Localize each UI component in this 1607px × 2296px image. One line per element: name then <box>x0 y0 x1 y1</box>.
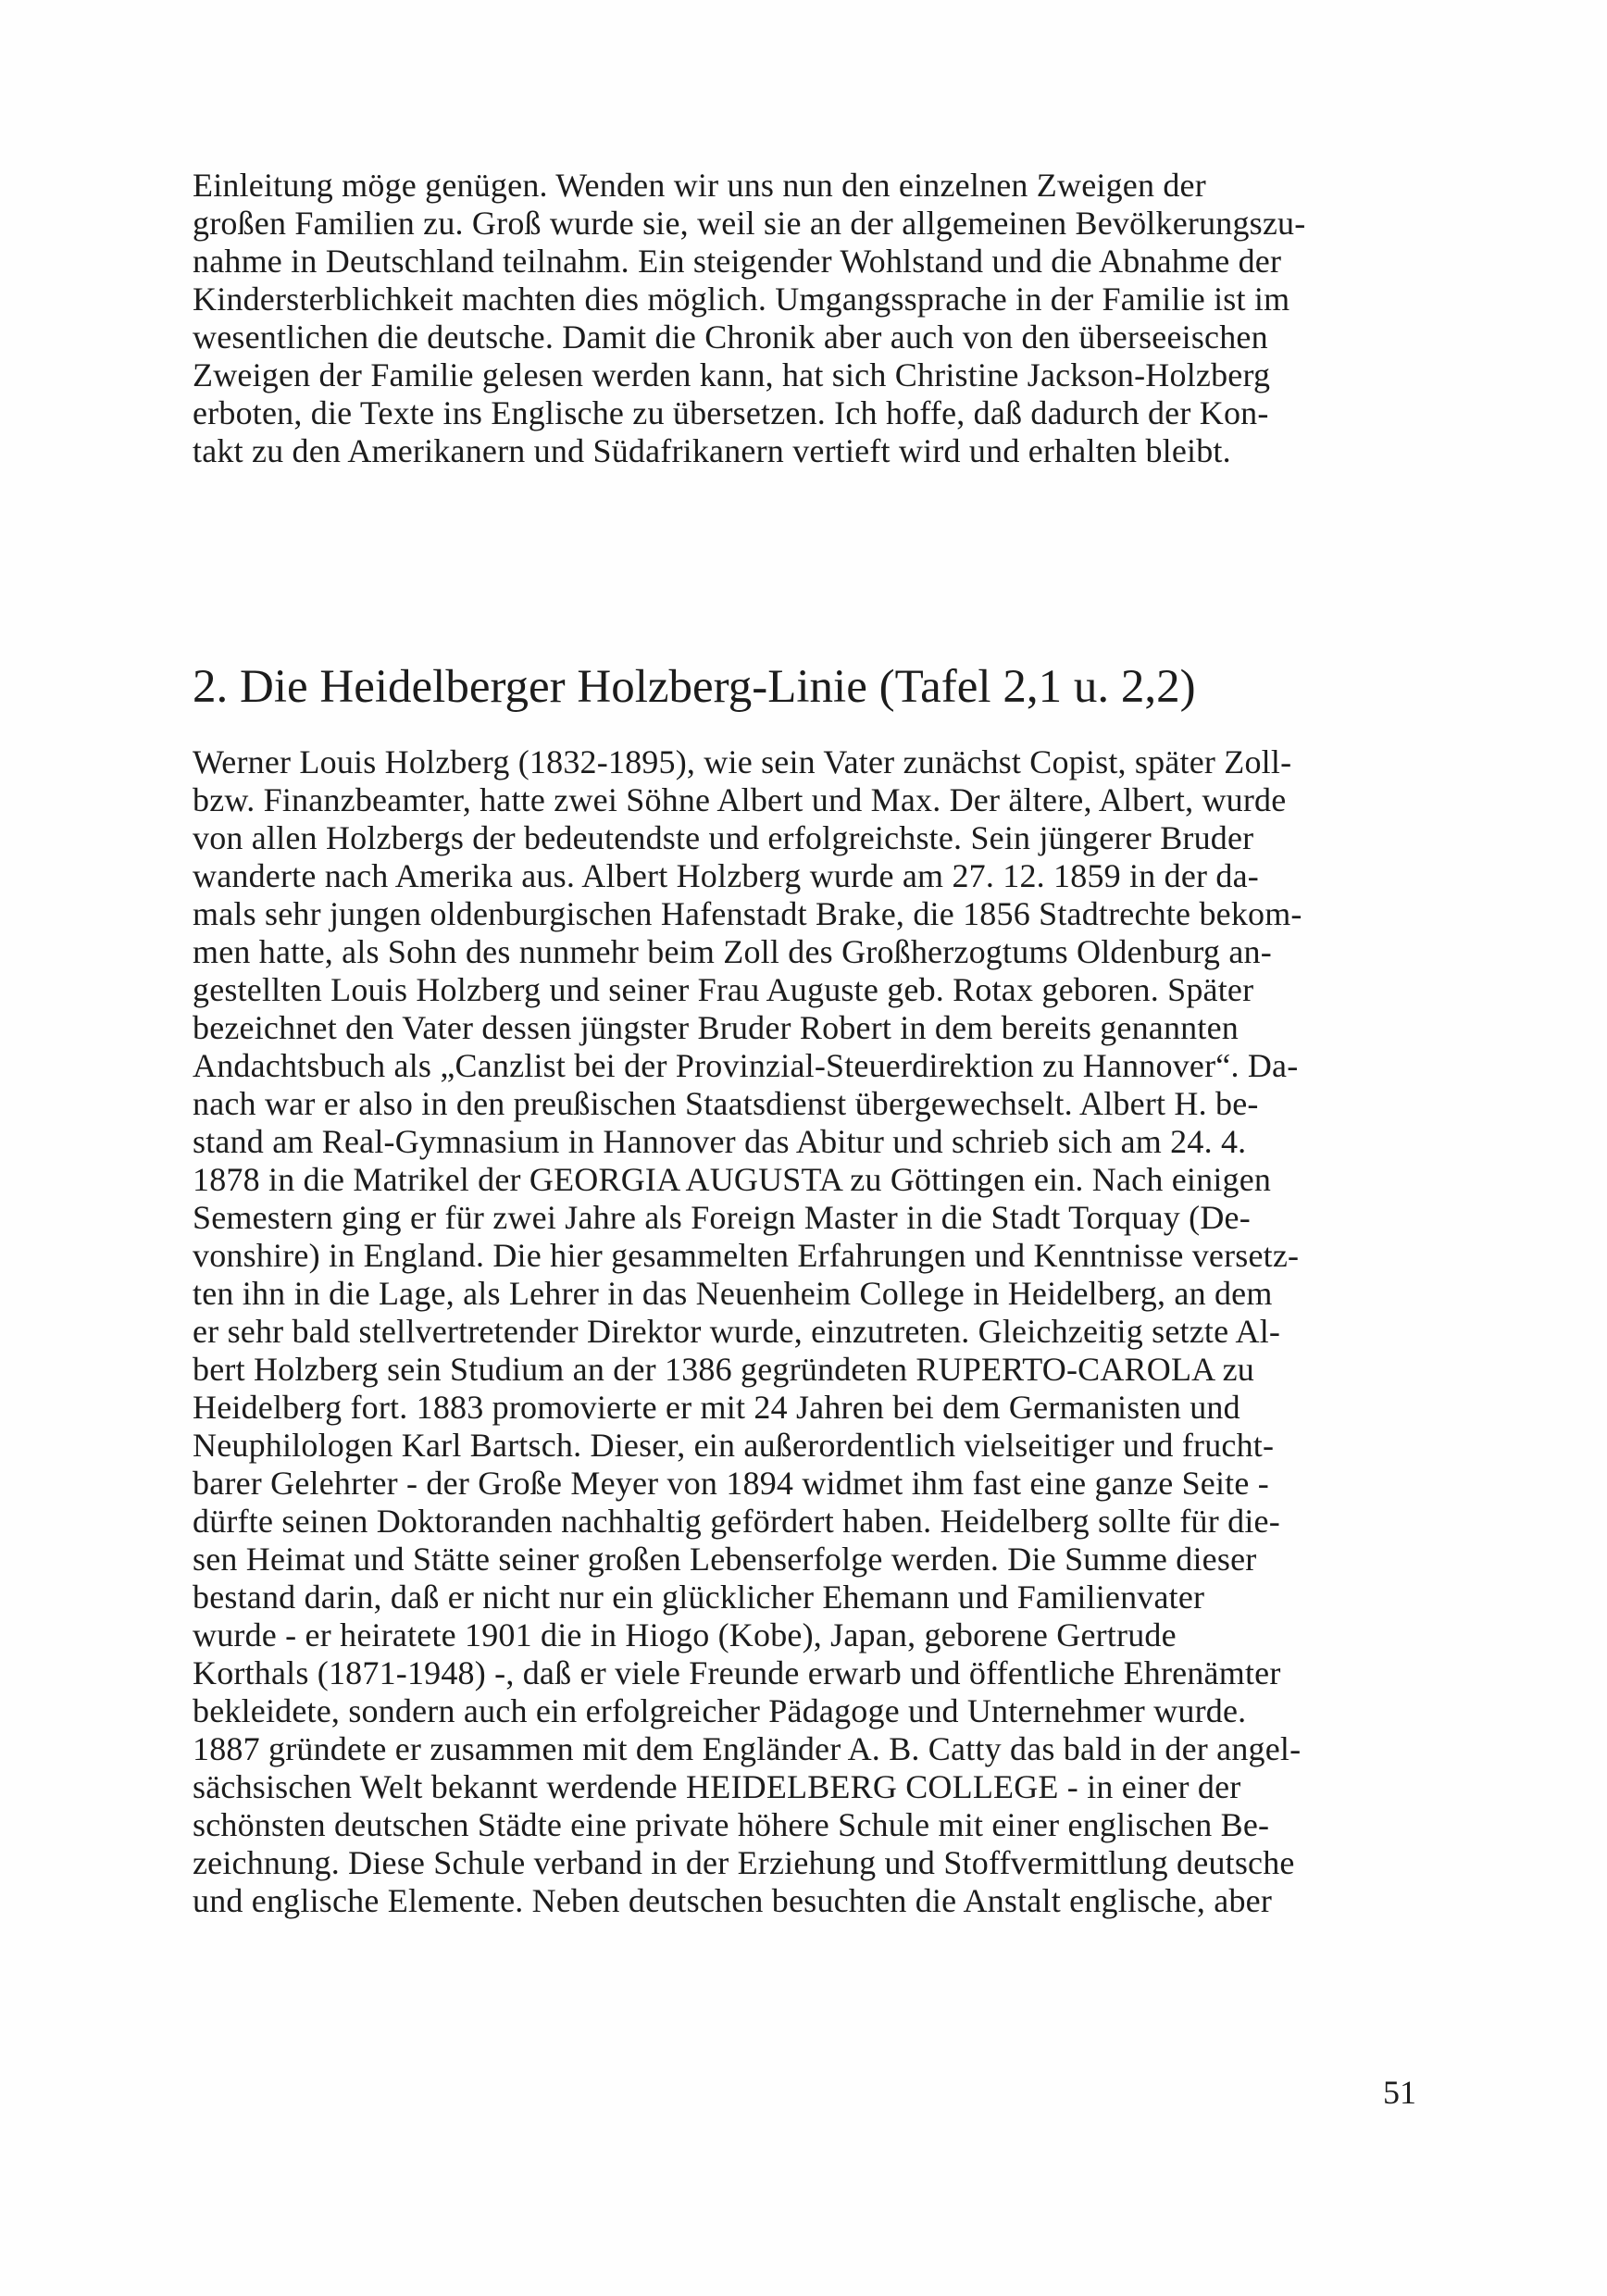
text-line: Zweigen der Familie gelesen werden kann, hat sich Christine Jackson-Holzberg <box>193 356 1271 393</box>
text-line: bestand darin, daß er nicht nur ein glücklicher Ehemann und Familienvater <box>193 1578 1205 1616</box>
text-line: und englische Elemente. Neben deutschen besuchten die Anstalt englische, aber <box>193 1882 1273 1919</box>
text-line: wesentlichen die deutsche. Damit die Chronik aber auch von den überseeischen <box>193 318 1268 356</box>
text-line: gestellten Louis Holzberg und seiner Frau Auguste geb. Rotax geboren. Später <box>193 971 1254 1008</box>
text-line: Heidelberg fort. 1883 promovierte er mit 24 Jahren bei dem Germanisten und <box>193 1389 1240 1426</box>
text-line: Korthals (1871-1948) -, daß er viele Freunde erwarb und öffentliche Ehrenämter <box>193 1654 1281 1691</box>
text-line: Semestern ging er für zwei Jahre als Foreign Master in die Stadt Torquay (De- <box>193 1199 1251 1236</box>
text-line: Werner Louis Holzberg (1832-1895), wie sein Vater zunächst Copist, später Zoll- <box>193 743 1292 780</box>
text-line: nahme in Deutschland teilnahm. Ein steigender Wohlstand und die Abnahme der <box>193 243 1282 280</box>
text-line: sen Heimat und Stätte seiner großen Lebenserfolge werden. Die Summe dieser <box>193 1541 1257 1578</box>
text-line: takt zu den Amerikanern und Südafrikanern vertieft wird und erhalten bleibt. <box>193 432 1231 469</box>
text-line: schönsten deutschen Städte eine private höhere Schule mit einer englischen Be- <box>193 1806 1270 1843</box>
text-line: ten ihn in die Lage, als Lehrer in das Neuenheim College in Heidelberg, an dem <box>193 1275 1273 1312</box>
text-line: Andachtsbuch als „Canzlist bei der Provinzial-Steuerdirektion zu Hannover“. Da- <box>193 1047 1299 1084</box>
text-line: mals sehr jungen oldenburgischen Hafenstadt Brake, die 1856 Stadtrechte bekom- <box>193 895 1302 932</box>
text-line: bert Holzberg sein Studium an der 1386 gegründeten RUPERTO-CAROLA zu <box>193 1351 1254 1388</box>
text-line: Kindersterblichkeit machten dies möglich. Umgangssprache in der Familie ist im <box>193 281 1290 318</box>
text-line: großen Familien zu. Groß wurde sie, weil sie an der allgemeinen Bevölkerungszu- <box>193 205 1306 242</box>
text-line: zeichnung. Diese Schule verband in der Erziehung und Stoffvermittlung deutsche <box>193 1844 1295 1881</box>
text-line: 1878 in die Matrikel der GEORGIA AUGUSTA zu Göttingen ein. Nach einigen <box>193 1161 1272 1198</box>
text-line: bezeichnet den Vater dessen jüngster Bruder Robert in dem bereits genannten <box>193 1009 1239 1046</box>
text-line: stand am Real-Gymnasium in Hannover das Abitur und schrieb sich am 24. 4. <box>193 1123 1247 1160</box>
text-line: dürfte seinen Doktoranden nachhaltig gefördert haben. Heidelberg sollte für die- <box>193 1503 1280 1540</box>
text-line: er sehr bald stellvertretender Direktor wurde, einzutreten. Gleichzeitig setzte Al- <box>193 1313 1281 1350</box>
section-heading: 2. Die Heidelberger Holzberg-Linie (Tafel 2,1 u. 2,2) <box>193 661 1196 713</box>
text-line: bzw. Finanzbeamter, hatte zwei Söhne Albert und Max. Der ältere, Albert, wurde <box>193 781 1287 818</box>
text-line: bekleidete, sondern auch ein erfolgreicher Pädagoge und Unternehmer wurde. <box>193 1692 1247 1729</box>
text-line: sächsischen Welt bekannt werdende HEIDELBERG COLLEGE - in einer der <box>193 1768 1241 1805</box>
text-line: nach war er also in den preußischen Staatsdienst übergewechselt. Albert H. be- <box>193 1085 1259 1122</box>
text-line: Einleitung möge genügen. Wenden wir uns nun den einzelnen Zweigen der <box>193 167 1206 204</box>
text-line: Neuphilologen Karl Bartsch. Dieser, ein außerordentlich vielseitiger und frucht- <box>193 1427 1275 1464</box>
text-line: erboten, die Texte ins Englische zu übersetzen. Ich hoffe, daß dadurch der Kon- <box>193 394 1269 431</box>
text-line: men hatte, als Sohn des nunmehr beim Zoll des Großherzogtums Oldenburg an- <box>193 933 1272 970</box>
text-line: wurde - er heiratete 1901 die in Hiogo (Kobe), Japan, geborene Gertrude <box>193 1616 1177 1653</box>
text-line: wanderte nach Amerika aus. Albert Holzberg wurde am 27. 12. 1859 in der da- <box>193 857 1259 894</box>
text-line: 1887 gründete er zusammen mit dem Engländer A. B. Catty das bald in der angel- <box>193 1730 1302 1767</box>
text-line: von allen Holzbergs der bedeutendste und erfolgreichste. Sein jüngerer Bruder <box>193 819 1254 856</box>
text-line: vonshire) in England. Die hier gesammelten Erfahrungen und Kenntnisse versetz- <box>193 1237 1300 1274</box>
page-number: 51 <box>1383 2074 1416 2111</box>
text-line: barer Gelehrter - der Große Meyer von 1894 widmet ihm fast eine ganze Seite - <box>193 1465 1269 1502</box>
